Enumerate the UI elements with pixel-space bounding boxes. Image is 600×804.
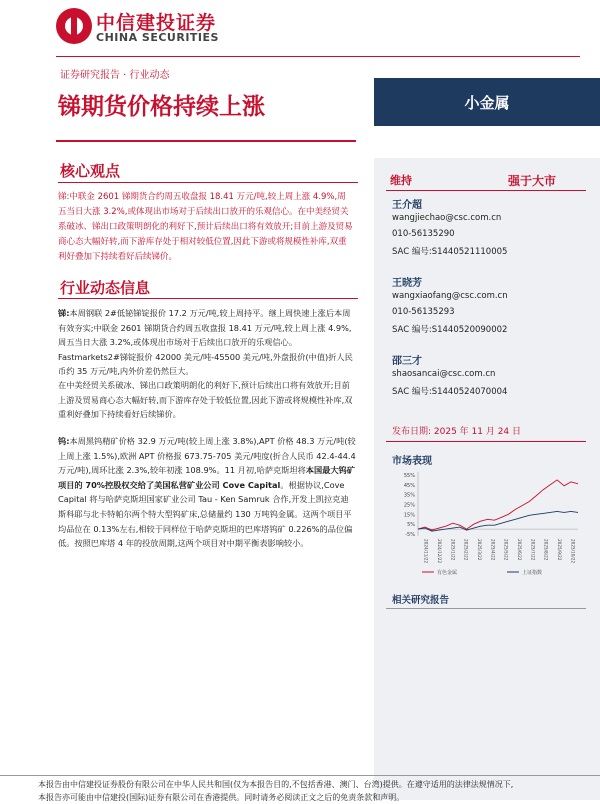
rating-label: 维持	[390, 174, 412, 187]
x-tick-label: 2025/5/22	[503, 539, 509, 561]
y-tick-label: 45%	[403, 482, 415, 489]
x-tick-label: 2025/6/22	[517, 539, 522, 561]
related-reports-label: 相关研究报告	[392, 595, 450, 606]
x-tick-label: 2025/3/22	[477, 539, 482, 561]
analyst-email[interactable]: shaosancai@csc.com.cn	[392, 369, 496, 379]
core-text: 锑:中联金 2601 锑期货合约周五收盘报 18.41 万元/吨,较上周上涨 4.9%,周五当日大涨 3.2%,或体现出市场对于后续出口放开的乐观信心。在中美经贸关系破冰、锑出口政策明朗化的利好下,预计后续出口将有效放开;目前上游及贸易商心态大幅好转,而下游库存处于相对较低位置,因此下游或将规模性补库,双重利好叠加下持续看好后续锑价。	[58, 192, 353, 262]
brand-name-en: CHINA SECURITIES	[96, 31, 219, 44]
core-heading: 核心观点	[60, 162, 121, 180]
x-tick-label: 2025/10/22	[570, 539, 576, 564]
report-title: 锑期货价格持续上涨	[58, 93, 265, 120]
y-tick-label: 55%	[403, 472, 415, 479]
antimony-outlook-paragraph: 在中美经贸关系破冰、锑出口政策明朗化的利好下,预计后续出口将有效放开;目前上游及贸易商心态大幅好转,而下游库存处于较低位置,因此下游或将规模性补库,双重利好叠加下持续看好后续锑价。	[58, 380, 353, 420]
legend-label: 上证指数	[522, 570, 543, 576]
related-divider	[386, 608, 586, 609]
analyst-phone: 010-56135290	[392, 229, 455, 239]
logo-icon	[56, 8, 92, 44]
antimony-paragraph	[58, 306, 356, 379]
x-tick-label: 2025/7/22	[530, 539, 536, 561]
analyst-sac: SAC 编号:S1440524070004	[392, 387, 508, 397]
x-tick-label: 2025/8/22	[543, 539, 549, 561]
analyst-email[interactable]: wangxiaofang@csc.com.cn	[392, 291, 508, 301]
x-tick-label: 2025/4/22	[490, 539, 496, 561]
footer-divider	[0, 775, 600, 776]
tungsten-text-b: 。根据协议,Cove Capital 将与哈萨克斯坦国家矿业公司 Tau - Ken Samruk 合作,开发上凯拉克迪斯科耶与北卡特帕尔两个特大型钨矿床,总储量约 130 万吨钨金属。这两个项目平均品位在 0.13%左右,相较于同样位于哈萨克斯坦的巴库塔钨矿 0.226%的品位偏低。按照巴库塔 4 年的投放周期,这两个项目对中期平衡表影响较小。	[58, 479, 353, 549]
industry-heading-underline	[58, 298, 358, 299]
x-tick-label: 2025/2/22	[463, 539, 469, 561]
antimony-label: 锑:	[58, 308, 70, 318]
series-line	[418, 480, 578, 530]
antimony-text: 本周钢联 2#低铋锑锭报价 17.2 万元/吨,较上周持平。继上周快速上涨后本周有效夯实;中联金 2601 锑期货合约周五收盘报 18.41 万元/吨,较上周上涨 4.9%,周五当日大涨 3.2%,或体现出市场对于后续出口放开的乐观信心。Fastmarkets2#锑锭报价 42000 美元/吨-45500 美元/吨,外盘报价(中值)折人民币约 35 万元/吨,内外价差仍然巨大。	[58, 308, 353, 377]
x-tick-label: 2025/9/22	[557, 539, 562, 561]
sector-label: 小金属	[464, 94, 510, 112]
analyst-name: 邵三才	[392, 356, 422, 367]
legend-label: 有色金属	[437, 570, 458, 576]
tungsten-highlight: 本国最大钨矿项目的 70%控股权交给了美国私营矿业公司 Cove Capital	[58, 465, 355, 490]
core-heading-underline	[58, 182, 358, 183]
analyst-email[interactable]: wangjiechao@csc.com.cn	[392, 213, 502, 223]
rating-value: 强于大市	[508, 174, 557, 188]
breadcrumb: 证券研究报告 · 行业动态	[60, 70, 170, 81]
x-tick-label: 2024/11/22	[423, 539, 429, 564]
y-tick-label: -5%	[405, 532, 415, 539]
title-divider	[56, 140, 356, 142]
industry-heading: 行业动态信息	[60, 279, 151, 297]
tungsten-label: 钨:	[58, 436, 70, 446]
series-line	[418, 511, 578, 531]
y-tick-label: 35%	[403, 492, 415, 499]
analyst-sac: SAC 编号:S1440520090002	[392, 325, 508, 335]
market-performance-label: 市场表现	[392, 456, 432, 467]
y-tick-label: 25%	[403, 502, 415, 509]
brand-name-cn: 中信建投证券	[96, 12, 217, 34]
date-divider	[386, 441, 586, 442]
analyst-name: 王晓芳	[392, 278, 422, 289]
rating-divider	[386, 190, 586, 191]
analyst-name: 王介超	[392, 200, 422, 211]
y-tick-label: 5%	[407, 522, 415, 529]
y-tick-label: 15%	[403, 512, 415, 519]
disclaimer-line: 本报告亦可能由中信建投(国际)证券有限公司在香港提供。同时请务必阅读正文之后的免责条款和声明。	[38, 793, 405, 802]
analyst-phone: 010-56135293	[392, 307, 455, 317]
disclaimer	[38, 778, 598, 804]
analyst-sac: SAC 编号:S1440521110005	[392, 247, 508, 257]
tungsten-text-a: 本周黑钨精矿价格 32.9 万元/吨(较上周上涨 3.8%),APT 价格 48.3 万元/吨(较上周上涨 1.5%),欧洲 APT 价格报 673.75-705 美元/吨度(折合人民币 42.4-44.4 万元/吨),周环比涨 2.3%,较年初涨 108.9%。11 月初,哈萨克斯坦将	[58, 436, 356, 476]
header-divider	[56, 56, 580, 57]
x-tick-label: 2024/12/22	[437, 539, 442, 564]
tungsten-paragraph	[58, 434, 356, 551]
x-tick-label: 2025/1/22	[450, 539, 456, 561]
market-performance-chart	[392, 468, 582, 578]
disclaimer-line: 本报告由中信建投证券股份有限公司在中华人民共和国(仅为本报告目的,不包括香港、澳门、台湾)提供。在遵守适用的法律法规情况下,	[38, 780, 514, 789]
publish-date: 发布日期: 2025 年 11 月 24 日	[392, 427, 522, 437]
